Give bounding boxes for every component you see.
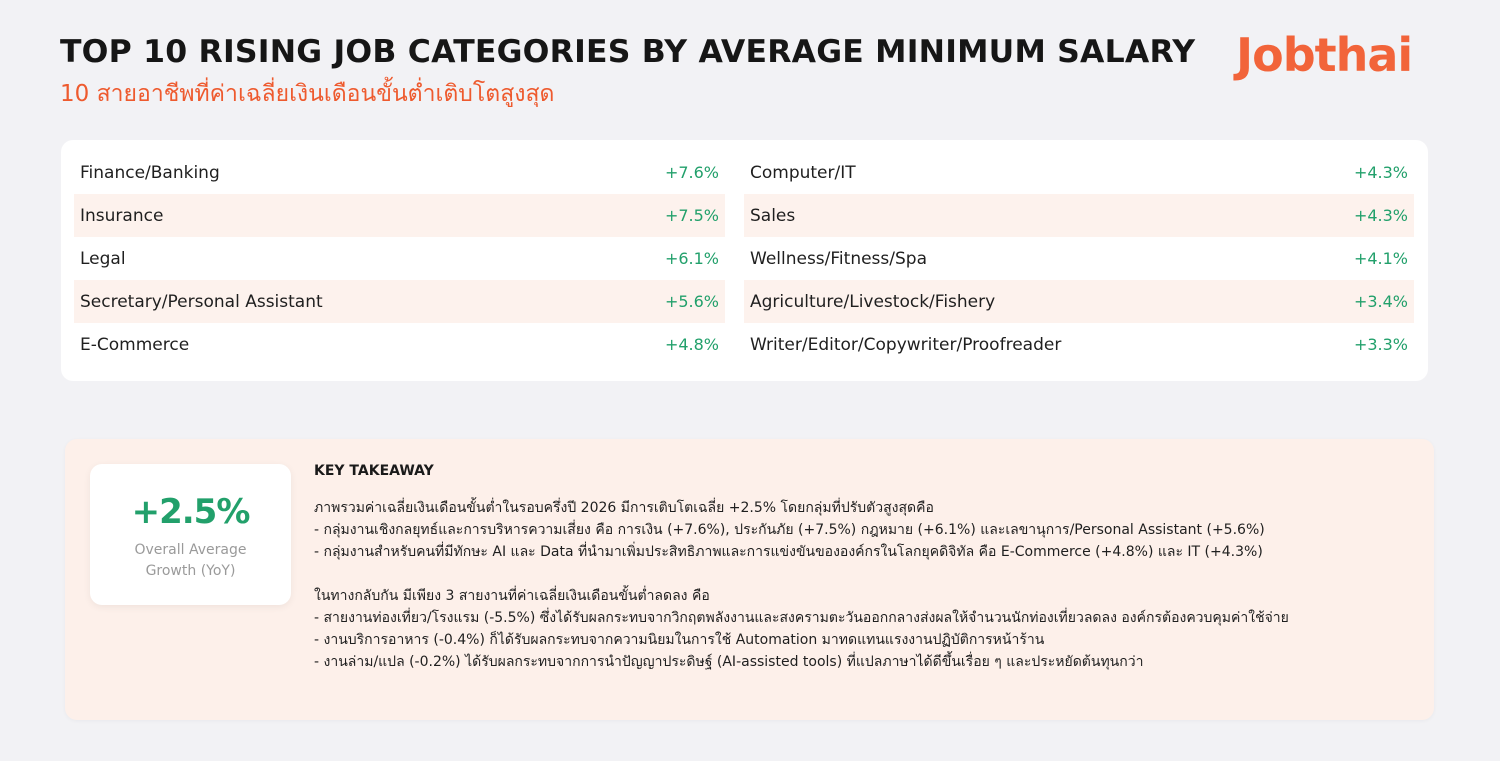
table-row [744,323,1414,366]
row-value: +7.5% [664,206,719,225]
row-value: +4.3% [1353,163,1408,182]
table-row [744,194,1414,237]
row-value: +4.3% [1353,206,1408,225]
row-value: +6.1% [664,249,719,268]
ranking-table [61,140,1428,381]
kpi-label-line: Overall Average [134,542,247,558]
row-label: Insurance [80,205,164,226]
row-value: +4.8% [664,335,719,354]
takeaway-line: - กลุ่มงานเชิงกลยุทธ์และการบริหารความเสี่ยง คือ การเงิน (+7.6%), ประกันภัย (+7.5%) กฎหมาย (+6.1%) และเลขานุการ/Personal Assistant (+5.6%) [314,522,1265,538]
row-value: +4.1% [1353,249,1408,268]
kpi-label-line: Growth (YoY) [145,563,236,579]
takeaway-line: ภาพรวมค่าเฉลี่ยเงินเดือนขั้นต่ำในรอบครึ่งปี 2026 มีการเติบโตเฉลี่ย +2.5% โดยกลุ่มที่ปรับตัวสูงสุดคือ [314,500,934,516]
table-row [74,280,725,323]
row-label: Sales [750,205,796,226]
row-label: Legal [80,248,126,269]
paragraph-gap [314,563,1419,585]
takeaway-line: - งานล่าม/แปล (-0.2%) ได้รับผลกระทบจากการนำปัญญาประดิษฐ์ (AI-assisted tools) ที่แปลภาษาได้ดีขึ้นเรื่อย ๆ และประหยัดต้นทุนกว่า [314,654,1144,670]
kpi-value: +2.5% [131,492,250,532]
table-row [744,151,1414,194]
takeaway-text [314,463,1419,673]
table-row [74,151,725,194]
ranking-column-left [74,151,725,366]
row-value: +5.6% [664,292,719,311]
row-label: Agriculture/Livestock/Fishery [750,291,996,312]
table-row [744,237,1414,280]
takeaway-line: ในทางกลับกัน มีเพียง 3 สายงานที่ค่าเฉลี่ยเงินเดือนขั้นต่ำลดลง คือ [314,588,710,604]
row-value: +3.3% [1353,335,1408,354]
takeaway-line: - งานบริการอาหาร (-0.4%) ก็ได้รับผลกระทบจากความนิยมในการใช้ Automation มาทดแทนแรงงานปฏิบัติการหน้าร้าน [314,632,1045,648]
row-label: Writer/Editor/Copywriter/Proofreader [750,334,1062,355]
brand-logo: Jobthai [1236,28,1413,82]
ranking-column-right [744,151,1414,366]
table-row [74,194,725,237]
row-label: Computer/IT [750,162,856,183]
table-row [744,280,1414,323]
row-label: Secretary/Personal Assistant [80,291,323,312]
row-label: Wellness/Fitness/Spa [750,248,927,269]
table-row [74,237,725,280]
key-takeaway-card [65,439,1434,720]
kpi-label [90,540,291,582]
page-subtitle: 10 สายอาชีพที่ค่าเฉลี่ยเงินเดือนขั้นต่ำเติบโตสูงสุด [60,81,555,107]
takeaway-heading: KEY TAKEAWAY [314,463,434,479]
row-value: +3.4% [1353,292,1408,311]
overall-growth-kpi [90,464,291,605]
row-value: +7.6% [664,163,719,182]
takeaway-line: - กลุ่มงานสำหรับคนที่มีทักษะ AI และ Data ที่นำมาเพิ่มประสิทธิภาพและการแข่งขันขององค์กรในโลกยุคดิจิทัล คือ E-Commerce (+4.8%) และ IT (+4.3%) [314,544,1263,560]
row-label: E-Commerce [80,334,190,355]
table-row [74,323,725,366]
takeaway-line: - สายงานท่องเที่ยว/โรงแรม (-5.5%) ซึ่งได้รับผลกระทบจากวิกฤตพลังงานและสงครามตะวันออกกลางส่งผลให้จำนวนนักท่องเที่ยวลดลง องค์กรต้องควบคุมค่าใช้จ่าย [314,610,1289,626]
page-title: TOP 10 RISING JOB CATEGORIES BY AVERAGE MINIMUM SALARY [60,34,1196,70]
row-label: Finance/Banking [80,162,220,183]
